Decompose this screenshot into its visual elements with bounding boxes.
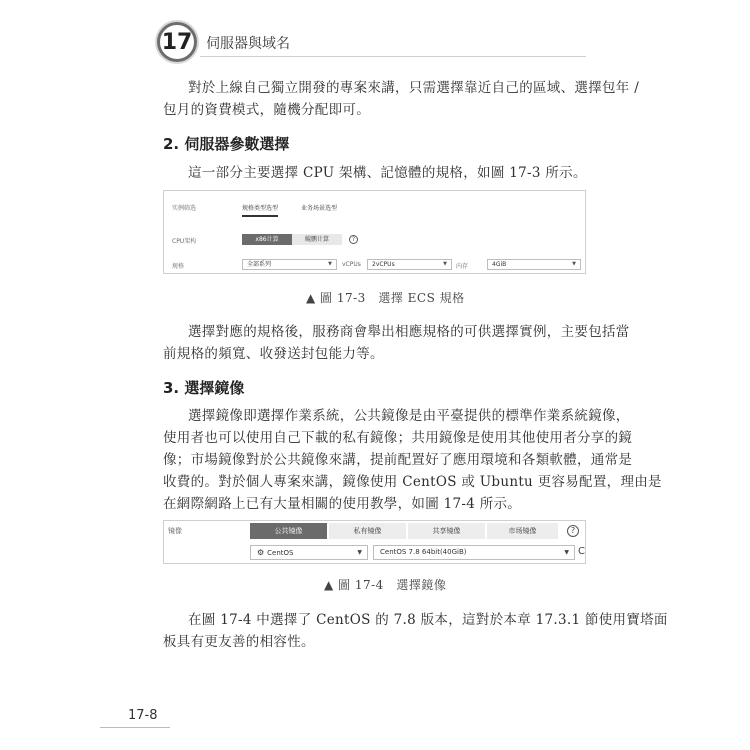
vcpus-select-value: 2vCPUs (372, 261, 395, 268)
chevron-down-icon: ▼ (564, 549, 569, 556)
version-select-value: CentOS 7.8 64bit(40GiB) (380, 548, 467, 556)
intro-line-2: 包月的資費模式，隨機分配即可。 (163, 102, 370, 118)
figure-17-3-caption: ▲ 圖 17-3 選擇 ECS 規格 (306, 291, 465, 305)
chevron-down-icon: ▼ (572, 261, 576, 267)
section-3-line-4: 收費的。對於個人專案來講，鏡像使用 CentOS 或 Ubuntu 更容易配置，理由是 (163, 474, 662, 490)
chevron-down-icon: ▼ (443, 261, 447, 267)
instance-filter-label: 实例筛选 (172, 205, 197, 212)
image-label: 镜像 (168, 527, 182, 535)
memory-label: 内存 (456, 263, 469, 270)
section-3-line-3: 像；市場鏡像對於公共鏡像來講，提前配置好了應用環境和各類軟體，通常是 (163, 452, 633, 468)
intro-line-1: 對於上線自己獨立開發的專案來講，只需選擇靠近自己的區域、選擇包年 / (188, 80, 640, 96)
section-heading-2: 2. 伺服器參數選擇 (163, 135, 290, 153)
chevron-down-icon: ▼ (328, 261, 332, 267)
gear-icon: ⚙ (257, 548, 265, 557)
series-select[interactable] (242, 259, 337, 270)
closing-line-1: 在圖 17-4 中選擇了 CentOS 的 7.8 版本，這對於本章 17.3.1 節使用寶塔面 (188, 612, 668, 628)
chapter-title: 伺服器與域名 (206, 36, 290, 52)
tab-business-scenario[interactable]: 业务场景选型 (301, 205, 338, 212)
arch-x86-option[interactable]: x86计算 (242, 234, 292, 245)
figure-17-4-image-select (163, 520, 586, 564)
spec-paragraph-line-1: 選擇對應的規格後，服務商會舉出相應規格的可供選擇實例，主要包括當 (188, 324, 630, 340)
figure-17-3-ecs-spec (163, 190, 586, 274)
arch-kunpeng-option[interactable]: 鲲鹏计算 (292, 234, 342, 245)
section-3-line-1: 選擇鏡像即選擇作業系統，公共鏡像是由平臺提供的標準作業系統鏡像， (188, 408, 630, 424)
memory-select[interactable] (487, 259, 581, 270)
series-select-value: 全部系列 (247, 261, 272, 268)
tab-private-image[interactable]: 私有镜像 (329, 523, 406, 539)
header-divider (200, 56, 586, 57)
section-heading-3: 3. 選擇鏡像 (163, 379, 245, 397)
os-select-value: CentOS (267, 549, 294, 557)
spec-label: 规格 (172, 263, 185, 270)
footer-divider (100, 727, 170, 728)
version-select[interactable] (373, 545, 575, 560)
section-3-line-2: 使用者也可以使用自己下載的私有鏡像；共用鏡像是使用其他使用者分享的鏡 (163, 430, 633, 446)
spec-paragraph-line-2: 前規格的頻寬、收發送封包能力等。 (163, 346, 384, 362)
tab-public-image[interactable]: 公共镜像 (250, 523, 327, 539)
memory-select-value: 4GiB (492, 261, 507, 268)
tab-market-image[interactable]: 市场镜像 (487, 523, 558, 539)
figure-17-4-caption: ▲ 圖 17-4 選擇鏡像 (324, 578, 447, 592)
tab-shared-image[interactable]: 共享镜像 (408, 523, 485, 539)
chevron-down-icon: ▼ (357, 549, 362, 556)
section-3-line-5: 在網際網路上已有大量相關的使用教學，如圖 17-4 所示。 (163, 496, 522, 512)
page-number: 17-8 (128, 708, 158, 723)
closing-line-2: 板具有更友善的相容性。 (163, 634, 315, 650)
help-icon[interactable]: ? (349, 235, 358, 244)
vcpus-select[interactable] (367, 259, 452, 270)
chapter-number-badge: 17 (157, 22, 197, 62)
os-select[interactable] (250, 545, 368, 560)
vcpus-label: vCPUs (342, 261, 361, 268)
refresh-icon[interactable]: C (578, 546, 585, 557)
help-icon[interactable]: ? (567, 525, 579, 537)
tab-spec-type[interactable]: 规格类型选型 (242, 203, 278, 217)
cpu-arch-label: CPU架构 (172, 238, 197, 245)
section-2-paragraph: 這一部分主要選擇 CPU 架構、記憶體的規格，如圖 17-3 所示。 (188, 165, 587, 181)
